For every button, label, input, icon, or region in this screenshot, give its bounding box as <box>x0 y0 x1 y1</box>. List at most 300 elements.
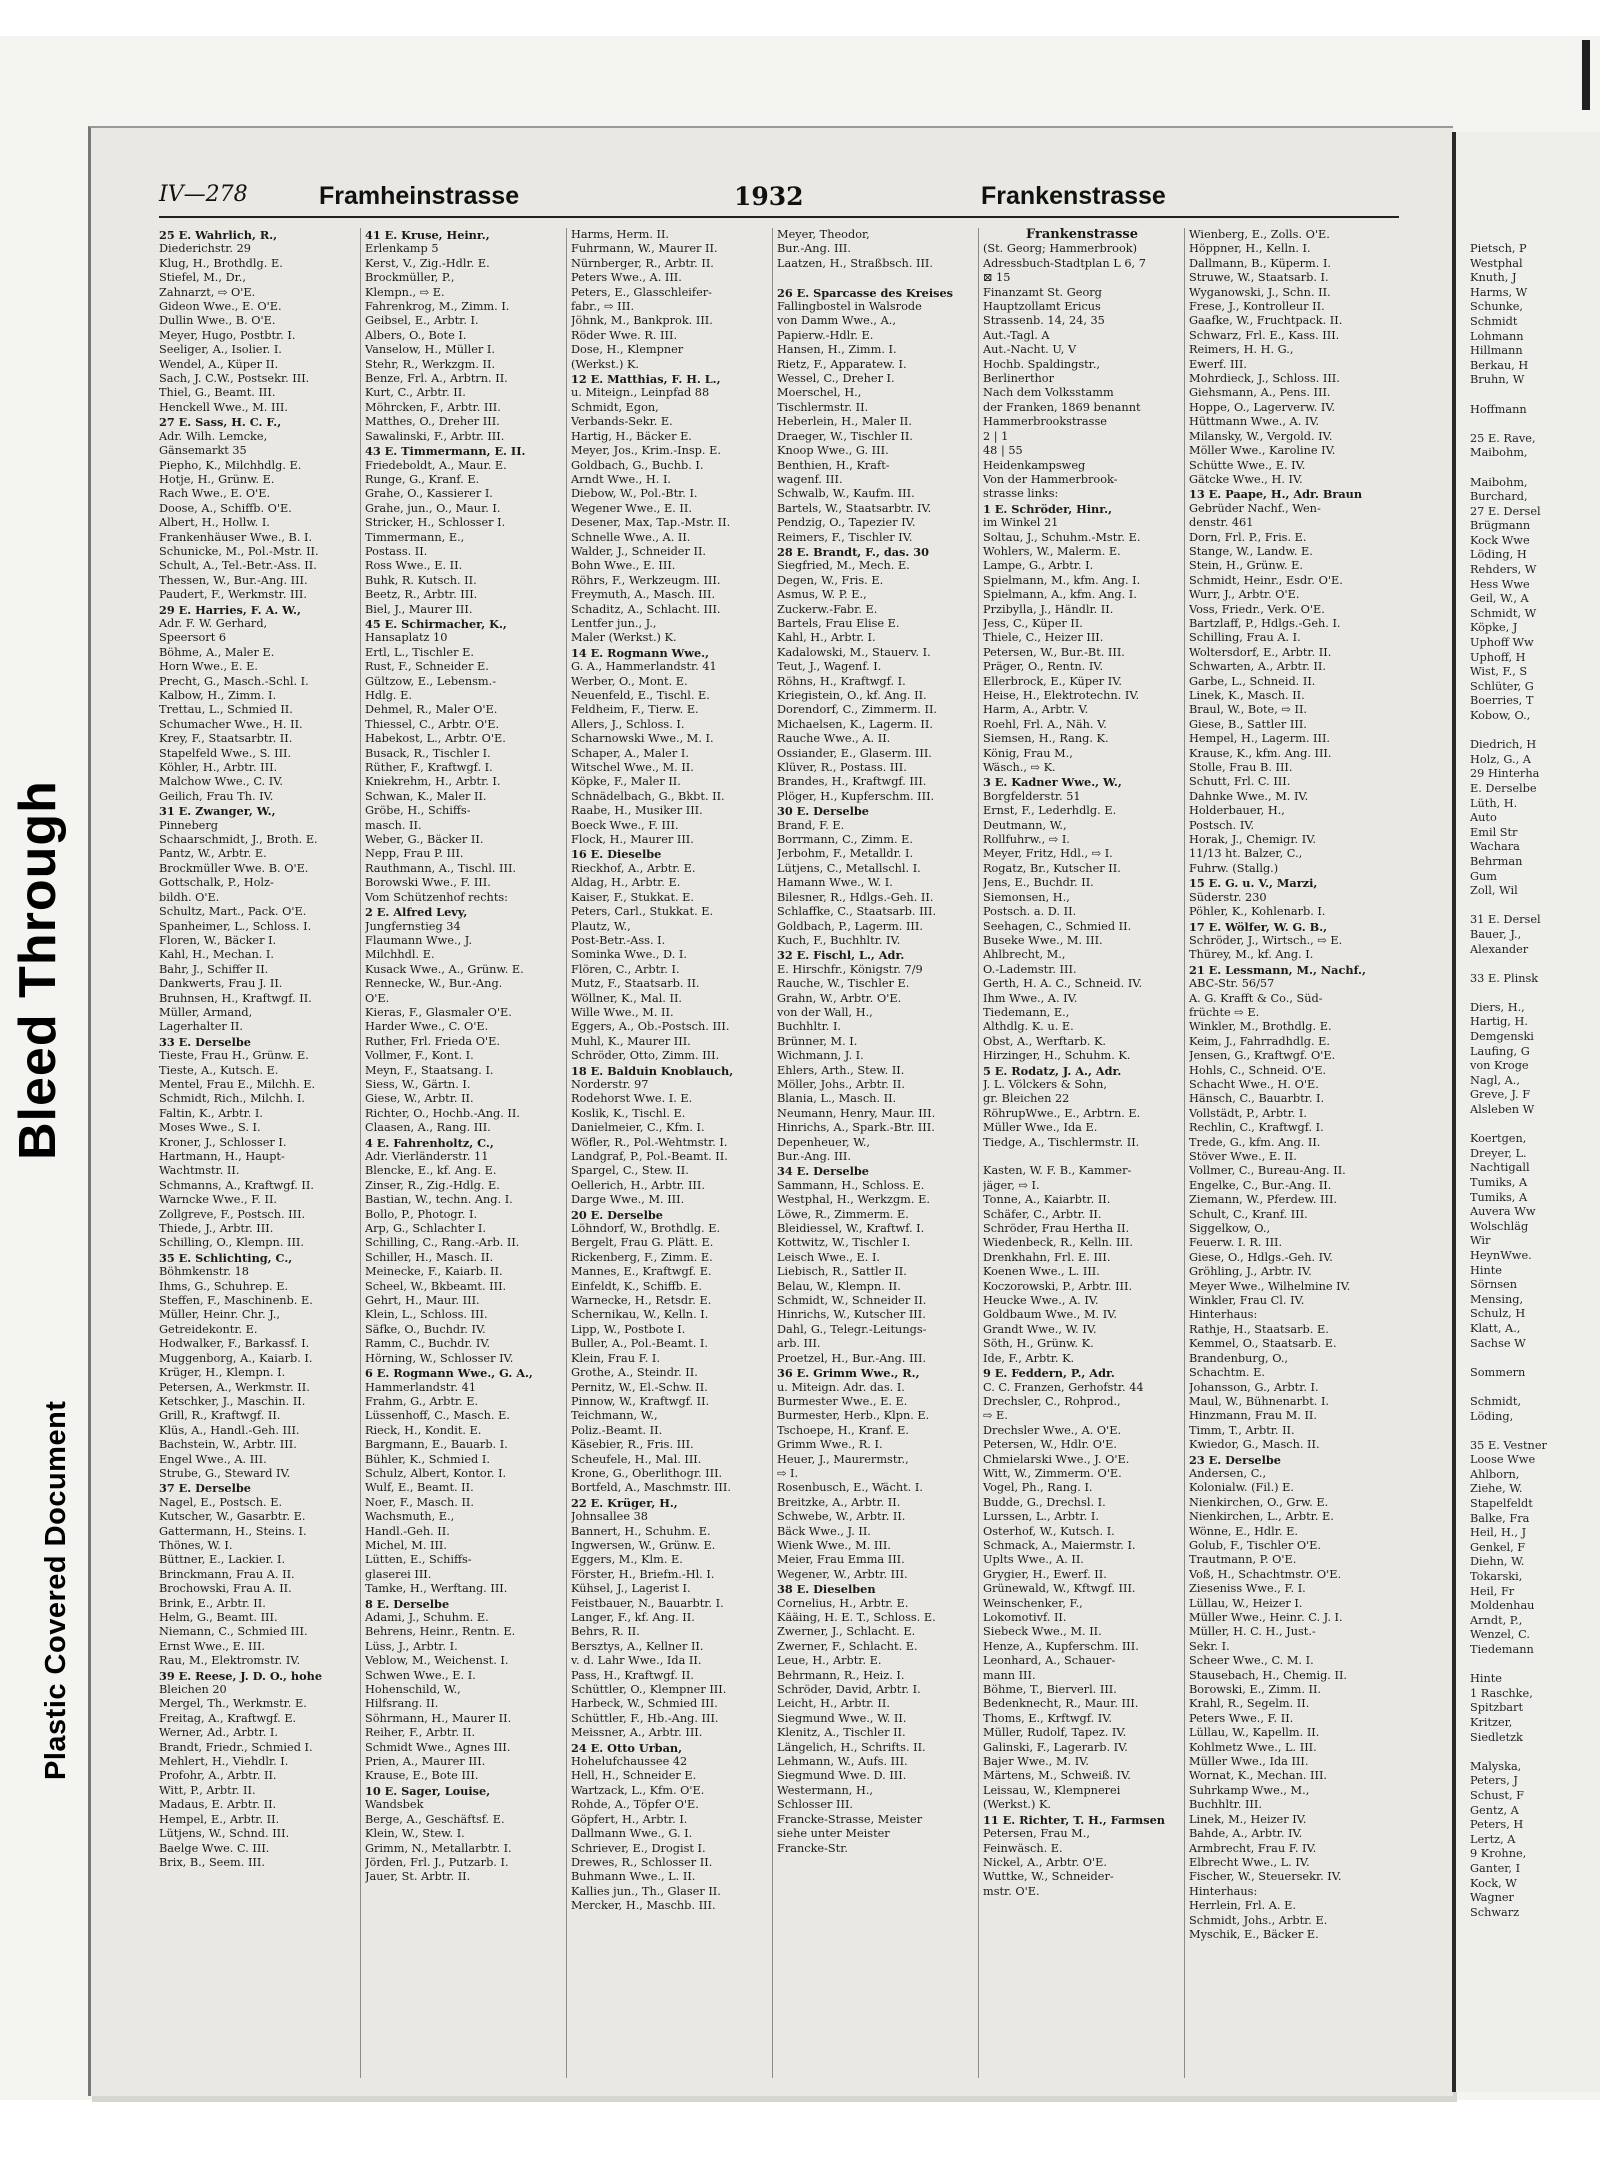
adjacent-page-line <box>1470 1658 1600 1673</box>
adjacent-page-text <box>1470 242 1600 1920</box>
directory-entry: Kasten, W. F. B., Kammer- <box>983 1164 1132 1178</box>
directory-entry <box>777 271 975 285</box>
adjacent-page-line: Koertgen, <box>1470 1132 1527 1146</box>
directory-entry: Hartmann, H., Haupt- <box>159 1150 285 1163</box>
directory-entry: Kutscher, W., Gasarbtr. E. <box>159 1510 306 1524</box>
directory-entry: Ewerf. III. <box>1189 357 1247 371</box>
directory-entry: Feldheim, F., Tierw. E. <box>571 703 699 717</box>
directory-entry: Zinser, R., Zig.-Hdlg. E. <box>365 1178 500 1192</box>
directory-entry: Bajer Wwe., M. IV. <box>983 1755 1089 1769</box>
adjacent-page-line: Löding, <box>1470 1409 1514 1423</box>
adjacent-page-line: Hinte <box>1470 1672 1502 1686</box>
directory-entry: Kadalowski, M., Stauerv. I. <box>777 645 931 659</box>
adjacent-page-line: Klatt, A., <box>1470 1321 1521 1335</box>
adjacent-page-line: Hinte <box>1470 1263 1502 1277</box>
directory-entry: Henckell Wwe., M. III. <box>159 400 288 414</box>
year-title: 1932 <box>734 182 804 211</box>
directory-entry: Linek, K., Masch. II. <box>1189 689 1305 702</box>
directory-entry: Kallies jun., Th., Glaser II. <box>571 1884 721 1898</box>
directory-entry: Raabe, H., Musiker III. <box>571 804 703 818</box>
directory-entry: Böhme, T., Bierverl. III. <box>983 1683 1117 1697</box>
directory-entry: Eggers, M., Klm. E. <box>571 1553 683 1567</box>
directory-entry: Brandes, H., Kraftwgf. III. <box>777 775 927 789</box>
directory-entry: Brünner, M. I. <box>777 1034 858 1048</box>
directory-entry: Tamke, H., Werftang. III. <box>365 1582 508 1596</box>
directory-entry: Thiede, J., Arbtr. III. <box>159 1222 274 1236</box>
directory-entry: Krause, K., kfm. Ang. III. <box>1189 746 1332 760</box>
directory-entry: Ossiander, E., Glaserm. III. <box>777 746 932 760</box>
directory-entry: Stapelfeld Wwe., S. III. <box>159 746 292 760</box>
directory-entry: Stange, W., Landw. E. <box>1189 544 1313 558</box>
directory-entry: Hdlg. E. <box>365 689 412 702</box>
directory-entry: J. L. Völckers & Sohn, <box>983 1077 1108 1091</box>
adjacent-page <box>1452 132 1600 2092</box>
adjacent-page-line: Nachtigall <box>1470 1161 1530 1175</box>
adjacent-page-line: Loose Wwe <box>1470 1453 1536 1467</box>
directory-entry: Adr. Wilh. Lemcke, <box>159 429 268 443</box>
directory-entry: Aut.-Nacht. U, V <box>983 343 1077 357</box>
adjacent-page-line <box>1470 1380 1600 1395</box>
directory-entry: Säfke, O., Buchdr. IV. <box>365 1322 486 1336</box>
directory-entry: Elbrecht Wwe., L. IV. <box>1189 1855 1310 1869</box>
adjacent-page-line: Gum <box>1470 869 1498 883</box>
directory-entry: Desener, Max, Tap.-Mstr. II. <box>571 516 731 530</box>
directory-entry: Aut.-Tagl. A <box>983 328 1050 342</box>
directory-entry: Thiessel, C., Arbtr. O'E. <box>365 717 500 731</box>
adjacent-page-line: Schmidt <box>1470 314 1518 328</box>
directory-entry: Hinzmann, Frau M. II. <box>1189 1409 1317 1423</box>
directory-entry: Hohelufchaussee 42 <box>571 1755 688 1769</box>
directory-entry: Schmidt, Johs., Arbtr. E. <box>1189 1913 1328 1927</box>
directory-entry: Präger, O., Rentn. IV. <box>983 660 1104 674</box>
directory-entry: 18 E. Balduin Knoblauch, <box>571 1063 734 1078</box>
directory-entry: Maler (Werkst.) K. <box>571 631 677 645</box>
adjacent-page-line <box>1470 957 1600 972</box>
directory-entry: Schnädelbach, G., Bkbt. II. <box>571 789 725 803</box>
directory-entry: Pass, H., Kraftwgf. II. <box>571 1668 694 1682</box>
directory-entry: Neumann, Henry, Maur. III. <box>777 1106 936 1120</box>
adjacent-page-line: Schmidt, W <box>1470 606 1537 620</box>
directory-entry: Johansson, G., Arbtr. I. <box>1189 1380 1319 1394</box>
directory-entry: Frese, J., Kontrolleur II. <box>1189 300 1325 314</box>
adjacent-page-line: Holz, G., A <box>1470 752 1531 766</box>
directory-entry: Thönes, W. I. <box>159 1538 233 1552</box>
directory-entry: Ziemann, W., Pferdew. III. <box>1189 1193 1338 1207</box>
directory-entry: Draeger, W., Tischler II. <box>777 429 913 443</box>
directory-entry: Goldbach, G., Buchb. I. <box>571 458 704 472</box>
directory-entry: Linek, M., Heizer IV. <box>1189 1812 1307 1826</box>
directory-entry: Röhrs, F., Werkzeugm. III. <box>571 573 721 587</box>
directory-entry: Harm, A., Arbtr. V. <box>983 703 1089 717</box>
adjacent-page-line: Hillmann <box>1470 344 1523 358</box>
directory-entry: Vanselow, H., Müller I. <box>365 343 495 357</box>
directory-entry: Kieras, F., Glasmaler O'E. <box>365 1005 512 1019</box>
directory-entry: Dullin Wwe., B. O'E. <box>159 314 276 328</box>
directory-entry: Adami, J., Schuhm. E. <box>365 1611 489 1624</box>
directory-entry: 6 E. Rogmann Wwe., G. A., <box>365 1366 533 1381</box>
directory-entry: Moses Wwe., S. I. <box>159 1121 261 1135</box>
directory-entry: Przibylla, J., Händlr. II. <box>983 602 1114 616</box>
directory-entry: Petersen, Frau M., <box>983 1827 1090 1841</box>
directory-entry: Dorn, Frl. P., Fris. E. <box>1189 530 1307 544</box>
directory-entry: Leicht, H., Arbtr. II. <box>777 1697 890 1711</box>
directory-entry: Kusack Wwe., A., Grünw. E. <box>365 962 524 976</box>
directory-entry: Reiher, F., Arbtr. II. <box>365 1726 476 1740</box>
directory-entry: Schult, A., Tel.-Betr.-Ass. II. <box>159 559 317 573</box>
directory-entry: Bur.-Ang. III. <box>777 1150 851 1163</box>
directory-entry: Siemsen, H., Rang. K. <box>983 732 1109 746</box>
directory-entry: Sach, J. C.W., Postsekr. III. <box>159 372 310 386</box>
directory-entry: Müller, Heinr. Chr. J., <box>159 1308 280 1322</box>
directory-entry: Gideon Wwe., E. O'E. <box>159 300 282 314</box>
directory-entry: Benze, Frl. A., Arbtrn. II. <box>365 372 508 386</box>
directory-entry: 26 E. Sparcasse des Kreises <box>777 285 954 300</box>
directory-entry: Busack, R., Tischler I. <box>365 746 491 760</box>
directory-entry: Müller, H. C. H., Just.- <box>1189 1625 1316 1639</box>
directory-entry: Osterhof, W., Kutsch. I. <box>983 1524 1115 1538</box>
adjacent-page-line: E. Derselbe <box>1470 781 1537 795</box>
directory-entry: arb. III. <box>777 1337 821 1351</box>
adjacent-page-line: 25 E. Rave, <box>1470 431 1536 445</box>
directory-entry: Behrens, Heinr., Rentn. E. <box>365 1625 516 1639</box>
directory-entry: Wöllner, K., Mal. II. <box>571 991 682 1005</box>
directory-entry: Bergelt, Frau G. Plätt. E. <box>571 1236 714 1250</box>
directory-entry: Schröder, David, Arbtr. I. <box>777 1683 921 1697</box>
directory-entry: Wönne, E., Hdlr. E. <box>1189 1524 1298 1538</box>
directory-entry: Rau, M., Elektromstr. IV. <box>159 1654 301 1668</box>
directory-entry: Schumacher Wwe., H. II. <box>159 717 303 731</box>
directory-entry: Thoms, E., Krftwgf. IV. <box>983 1711 1112 1725</box>
directory-entry: 16 E. Dieselbe <box>571 847 662 862</box>
directory-entry: 15 E. G. u. V., Marzi, <box>1189 876 1318 891</box>
adjacent-page-line: Rehders, W <box>1470 563 1537 577</box>
directory-entry: Tonne, A., Kaiarbtr. II. <box>983 1193 1111 1207</box>
adjacent-page-line: Kobow, O., <box>1470 709 1531 722</box>
directory-entry: Althdlg. K. u. E. <box>983 1020 1074 1034</box>
adjacent-page-line: Kock Wwe <box>1470 533 1530 547</box>
directory-entry <box>983 1150 1181 1164</box>
page-edge-mark <box>1582 40 1590 110</box>
directory-entry: Grygier, H., Ewerf. II. <box>983 1567 1107 1581</box>
directory-entry: Ellerbrock, E., Küper IV. <box>983 674 1122 688</box>
directory-entry: Bersztys, A., Kellner II. <box>571 1639 704 1653</box>
directory-entry: Grimm Wwe., R. I. <box>777 1438 883 1452</box>
directory-entry: Holderbauer, H., <box>1189 804 1285 818</box>
directory-entry: Finanzamt St. Georg <box>983 285 1102 299</box>
directory-entry: Müller, Armand, <box>159 1005 253 1019</box>
directory-entry: 13 E. Paape, H., Adr. Braun <box>1189 487 1363 502</box>
directory-entry: Michaelsen, K., Lagerm. II. <box>777 717 933 731</box>
directory-entry: Schüttler, F., Hb.-Ang. III. <box>571 1711 719 1725</box>
directory-entry: Behrmann, R., Heiz. I. <box>777 1668 905 1682</box>
directory-entry: O'E. <box>365 991 390 1005</box>
directory-entry: Veblow, M., Weichenst. I. <box>365 1654 509 1668</box>
directory-entry: Mentel, Frau E., Milchh. E. <box>159 1077 316 1091</box>
directory-entry: Meyer, Theodor, <box>777 228 870 241</box>
directory-entry: Rathje, H., Staatsarb. E. <box>1189 1322 1329 1336</box>
adjacent-page-line: Wenzel, C. <box>1470 1628 1530 1642</box>
directory-entry: Handl.-Geh. II. <box>365 1524 450 1538</box>
adjacent-page-line: Lertz, A <box>1470 1832 1516 1846</box>
directory-entry: Nach dem Volksstamm <box>983 386 1114 400</box>
directory-entry: (Werkst.) K. <box>571 357 639 371</box>
directory-entry: Gröhling, J., Arbtr. IV. <box>1189 1265 1312 1279</box>
directory-entry: Drechsler, C., Rohprod., <box>983 1394 1121 1408</box>
directory-entry: Schwarten, A., Arbtr. II. <box>1189 660 1326 674</box>
directory-entry: Soltau, J., Schuhm.-Mstr. E. <box>983 530 1141 544</box>
directory-entry: Schütte Wwe., E. IV. <box>1189 458 1306 472</box>
directory-entry: Tieste, A., Kutsch. E. <box>159 1063 279 1077</box>
directory-entry: Warncke Wwe., F. II. <box>159 1193 278 1207</box>
directory-entry: Hell, H., Schneider E. <box>571 1769 697 1783</box>
directory-entry: Ehlers, Arth., Stew. II. <box>777 1063 905 1077</box>
adjacent-page-line: Spitzbart <box>1470 1701 1523 1715</box>
adjacent-page-line: Pietsch, P <box>1470 242 1527 255</box>
directory-entry: Fahrenkrog, M., Zimm. I. <box>365 300 510 314</box>
directory-entry: Hempel, H., Lagerm. III. <box>1189 732 1331 746</box>
directory-entry: Dallmann, B., Küperm. I. <box>1189 256 1332 270</box>
directory-entry: Postass. II. <box>365 544 428 558</box>
directory-entry: Wichmann, J. I. <box>777 1049 864 1063</box>
directory-entry: Vom Schützenhof rechts: <box>365 890 508 904</box>
directory-entry: Wyganowski, J., Schn. II. <box>1189 285 1331 299</box>
directory-entry: Fuhrw. (Stallg.) <box>1189 861 1279 875</box>
directory-entry: Deutmann, W., <box>983 818 1067 832</box>
directory-entry: Habekost, L., Arbtr. O'E. <box>365 732 506 746</box>
directory-entry: Werner, Ad., Arbtr. I. <box>159 1726 278 1740</box>
adjacent-page-line: Schwarz <box>1470 1905 1520 1919</box>
directory-column <box>365 228 567 2078</box>
directory-entry: Michel, M. III. <box>365 1538 447 1552</box>
directory-entry: Rennecke, W., Bur.-Ang. <box>365 977 503 991</box>
directory-entry: Rosenbusch, E., Wächt. I. <box>777 1481 923 1495</box>
directory-entry: ⇨ E. <box>983 1409 1008 1423</box>
directory-entry: Henze, A., Kupferschm. III. <box>983 1639 1139 1653</box>
directory-entry: Wienberg, E., Zolls. O'E. <box>1189 228 1330 241</box>
directory-entry: u. Miteign., Leinpfad 88 <box>571 386 710 400</box>
directory-entry: Göpfert, H., Arbtr. I. <box>571 1812 688 1826</box>
directory-entry: Gerth, H. A. C., Schneid. IV. <box>983 977 1143 991</box>
directory-entry: Kahl, H., Mechan. I. <box>159 948 274 962</box>
directory-entry: Milansky, W., Vergold. IV. <box>1189 429 1333 443</box>
directory-entry: Schwarz, Frl. E., Kass. III. <box>1189 328 1340 342</box>
directory-entry: Wohlers, W., Malerm. E. <box>983 544 1121 558</box>
directory-entry: Siess, W., Gärtn. I. <box>365 1077 471 1091</box>
directory-entry: Kriegistein, O., kf. Ang. II. <box>777 689 927 702</box>
adjacent-page-line: Genkel, F <box>1470 1540 1526 1554</box>
directory-entry: Berlinerthor <box>983 372 1054 386</box>
directory-entry: Kolonialw. (Fil.) E. <box>1189 1481 1294 1495</box>
directory-entry: Cornelius, H., Arbtr. E. <box>777 1596 909 1610</box>
directory-entry: Möller, Johs., Arbtr. II. <box>777 1077 905 1091</box>
directory-entry: Laatzen, H., Straßbsch. III. <box>777 256 933 270</box>
directory-entry: Von der Hammerbrook- <box>983 472 1118 486</box>
directory-entry: Reimers, H. H. G., <box>1189 343 1294 357</box>
directory-entry: Längelich, H., Schrifts. II. <box>777 1740 926 1754</box>
directory-entry: Stricker, H., Schlosser I. <box>365 516 506 530</box>
adjacent-page-line: 1 Raschke, <box>1470 1686 1533 1700</box>
directory-entry: Kniekrehm, H., Arbtr. I. <box>365 775 501 789</box>
directory-entry: Madaus, E. Arbtr. II. <box>159 1798 277 1812</box>
directory-entry: Förster, H., Briefm.-Hl. I. <box>571 1567 715 1581</box>
directory-entry: Lüllau, W., Kapellm. II. <box>1189 1726 1320 1740</box>
directory-entry: Hohenschild, W., <box>365 1683 461 1697</box>
directory-entry: Gätcke Wwe., H. IV. <box>1189 472 1303 486</box>
adjacent-page-line: Behrman <box>1470 854 1523 868</box>
adjacent-page-line: Wist, F., S <box>1470 665 1528 679</box>
directory-entry: Giese, W., Arbtr. II. <box>365 1092 474 1106</box>
directory-entry: Witt, P., Arbtr. II. <box>159 1783 256 1797</box>
directory-entry: 14 E. Rogmann Wwe., <box>571 645 710 660</box>
directory-entry: Ihms, G., Schuhrep. E. <box>159 1279 289 1293</box>
directory-entry: von Damm Wwe., A., <box>777 314 896 328</box>
directory-entry: Bartzlaff, P., Hdlgs.-Geh. I. <box>1189 616 1341 630</box>
directory-entry: Stöver Wwe., E. II. <box>1189 1150 1297 1163</box>
directory-entry: 24 E. Otto Urban, <box>571 1740 683 1755</box>
directory-entry: wagenf. III. <box>777 472 843 486</box>
directory-entry: Hammerbrookstrasse <box>983 415 1107 429</box>
directory-entry: Zieseniss Wwe., F. I. <box>1189 1582 1306 1596</box>
directory-entry: Bühler, K., Schmied I. <box>365 1452 490 1466</box>
directory-entry: Wornat, K., Mechan. III. <box>1189 1769 1328 1783</box>
directory-entry: Arndt Wwe., H. I. <box>571 472 672 486</box>
directory-entry: Engelke, C., Bur.-Ang. II. <box>1189 1178 1332 1192</box>
directory-entry: Lehmann, W., Aufs. III. <box>777 1755 908 1769</box>
directory-entry: Hilfsrang. II. <box>365 1697 439 1711</box>
directory-entry: Bargmann, E., Bauarb. I. <box>365 1438 508 1452</box>
directory-entry: Flaumann Wwe., J. <box>365 933 473 947</box>
directory-entry: siehe unter Meister <box>777 1827 890 1841</box>
directory-entry: Francke-Str. <box>777 1841 848 1855</box>
directory-entry: Westphal, H., Werkzgm. E. <box>777 1193 930 1207</box>
directory-entry: Lütjens, W., Schnd. III. <box>159 1827 290 1841</box>
directory-entry: Vollmer, F., Kont. I. <box>365 1049 474 1063</box>
adjacent-page-line: Uphoff, H <box>1470 650 1526 664</box>
directory-entry: Bilesner, R., Hdlgs.-Geh. II. <box>777 890 934 904</box>
adjacent-page-line: Tumiks, A <box>1470 1190 1528 1204</box>
directory-entry: Knoop Wwe., G. III. <box>777 444 889 458</box>
directory-entry: Biel, J., Maurer III. <box>365 602 473 616</box>
directory-entry: Drenkhahn, Frl. E. III. <box>983 1250 1111 1264</box>
directory-entry: (St. Georg; Hammerbrook) <box>983 242 1137 256</box>
directory-entry: Dahl, G., Telegr.-Leitungs- <box>777 1322 927 1336</box>
directory-entry: Lüss, J., Arbtr. I. <box>365 1639 458 1653</box>
directory-entry: Gehrt, H., Maur. III. <box>365 1294 480 1308</box>
directory-entry: Märtens, M., Schweiß. IV. <box>983 1769 1131 1783</box>
directory-entry: Buhmann Wwe., L. II. <box>571 1870 696 1884</box>
directory-entry: Frankenstrasse <box>1026 228 1138 242</box>
directory-entry: Oellerich, H., Arbtr. III. <box>571 1178 705 1192</box>
adjacent-page-line: Alexander <box>1470 942 1529 956</box>
directory-entry: Jens, E., Buchdr. II. <box>983 876 1094 890</box>
directory-entry: Klüver, R., Postass. III. <box>777 761 907 775</box>
directory-entry: 38 E. Dieselben <box>777 1582 876 1597</box>
directory-entry: Diederichstr. 29 <box>159 242 251 256</box>
directory-entry: Gattermann, H., Steins. I. <box>159 1524 307 1538</box>
directory-entry: Meyer, Fritz, Hdl., ⇨ I. <box>983 847 1113 861</box>
directory-entry: Hartig, H., Bäcker E. <box>571 429 692 443</box>
adjacent-page-line: HeynWwe. <box>1470 1248 1532 1262</box>
directory-entry: Warnecke, H., Retsdr. E. <box>571 1294 712 1308</box>
directory-entry: Siebeck Wwe., M. II. <box>983 1625 1102 1639</box>
adjacent-page-line: Sörnsen <box>1470 1278 1517 1292</box>
directory-entry: Wienk Wwe., M. III. <box>777 1538 891 1552</box>
plastic-covered-label: Plastic Covered Document <box>40 1400 72 1780</box>
directory-entry: Schaper, A., Maler I. <box>571 746 689 760</box>
directory-entry: 11/13 ht. Balzer, C., <box>1189 847 1303 861</box>
directory-entry: Schutt, Frl. C. III. <box>1189 775 1291 789</box>
directory-entry: Lütten, E., Schiffs- <box>365 1553 472 1567</box>
directory-entry: Bastian, W., techn. Ang. I. <box>365 1193 513 1207</box>
adjacent-page-line: Peters, J <box>1470 1774 1518 1788</box>
directory-entry: ⇨ I. <box>777 1466 799 1480</box>
directory-entry: Voß, H., Schachtmstr. O'E. <box>1189 1567 1342 1581</box>
directory-entry: Mutz, F., Staatsarb. II. <box>571 977 700 991</box>
adjacent-page-line: Alsleben W <box>1470 1103 1535 1117</box>
directory-entry: Klempn., ⇨ E. <box>365 285 445 299</box>
directory-entry: Herrlein, Frl. A. E. <box>1189 1899 1296 1913</box>
directory-entry: Flören, C., Arbtr. I. <box>571 962 680 976</box>
directory-entry: Hansen, H., Zimm. I. <box>777 343 897 357</box>
directory-entry: Meissner, A., Arbtr. III. <box>571 1726 703 1740</box>
directory-entry: Schwebe, W., Arbtr. II. <box>777 1510 906 1524</box>
adjacent-page-line <box>1470 461 1600 476</box>
directory-entry: 33 E. Derselbe <box>159 1034 251 1049</box>
directory-entry: Paudert, F., Werkmstr. III. <box>159 588 307 602</box>
directory-entry: Brochowski, Frau A. II. <box>159 1582 292 1596</box>
directory-entry: Koczorowski, P., Arbtr. III. <box>983 1279 1133 1293</box>
directory-entry: Rickenberg, F., Zimm. E. <box>571 1250 713 1264</box>
directory-entry: 1 E. Schröder, Hinr., <box>983 501 1113 516</box>
directory-entry: Trettau, L., Schmied II. <box>159 703 293 717</box>
directory-entry: Sammann, H., Schloss. E. <box>777 1178 925 1192</box>
directory-entry: Heberlein, H., Maler II. <box>777 415 912 429</box>
directory-entry: Söth, H., Grünw. K. <box>983 1337 1094 1351</box>
directory-entry: 36 E. Grimm Wwe., R., <box>777 1366 920 1381</box>
directory-entry: Diebow, W., Pol.-Btr. I. <box>571 487 698 501</box>
directory-entry: Aldag, H., Arbtr. E. <box>571 876 681 890</box>
directory-entry: Francke-Strasse, Meister <box>777 1812 923 1826</box>
directory-entry: Horak, J., Chemigr. IV. <box>1189 833 1316 847</box>
directory-entry: Andersen, C., <box>1189 1466 1267 1480</box>
directory-entry: Heise, H., Elektrotechn. IV. <box>983 689 1140 702</box>
directory-entry: Wulf, E., Beamt. II. <box>365 1481 474 1495</box>
directory-entry: Hauptzollamt Ericus <box>983 300 1101 314</box>
directory-entry: Hüttmann Wwe., A. IV. <box>1189 415 1320 429</box>
directory-entry: E. Hirschfr., Königstr. 7/9 <box>777 962 923 976</box>
directory-entry: Wartzack, L., Kfm. O'E. <box>571 1783 705 1797</box>
directory-column <box>571 228 773 2078</box>
directory-entry: Gaafke, W., Fruchtpack. II. <box>1189 314 1343 328</box>
directory-entry: Schröder, J., Wirtsch., ⇨ E. <box>1189 933 1343 947</box>
directory-entry: Rauche Wwe., A. II. <box>777 732 891 746</box>
directory-entry: 22 E. Krüger, H., <box>571 1495 678 1510</box>
directory-entry: Noer, F., Masch. II. <box>365 1495 474 1509</box>
directory-entry: Schilling, C., Rang.-Arb. II. <box>365 1236 520 1250</box>
directory-entry: Dankwerts, Frau J. II. <box>159 977 283 991</box>
directory-entry: Meinecke, F., Kaiarb. II. <box>365 1265 503 1279</box>
directory-entry: Dose, H., Klempner <box>571 343 684 357</box>
directory-entry: Fischer, W., Steuersekr. IV. <box>1189 1870 1342 1884</box>
directory-entry: Eggers, A., Ob.-Postsch. III. <box>571 1020 730 1034</box>
directory-entry: Schmidt, Heinr., Esdr. O'E. <box>1189 573 1343 587</box>
directory-entry: Rauthmann, A., Tischl. III. <box>365 861 517 875</box>
directory-entry: Garbe, L., Schneid. II. <box>1189 674 1316 688</box>
directory-entry: 32 E. Fischl, L., Adr. <box>777 948 905 963</box>
adjacent-page-line: Auvera Ww <box>1470 1205 1536 1219</box>
directory-entry: Rust, F., Schneider E. <box>365 660 489 674</box>
directory-entry: Richter, O., Hochb.-Ang. II. <box>365 1106 520 1120</box>
